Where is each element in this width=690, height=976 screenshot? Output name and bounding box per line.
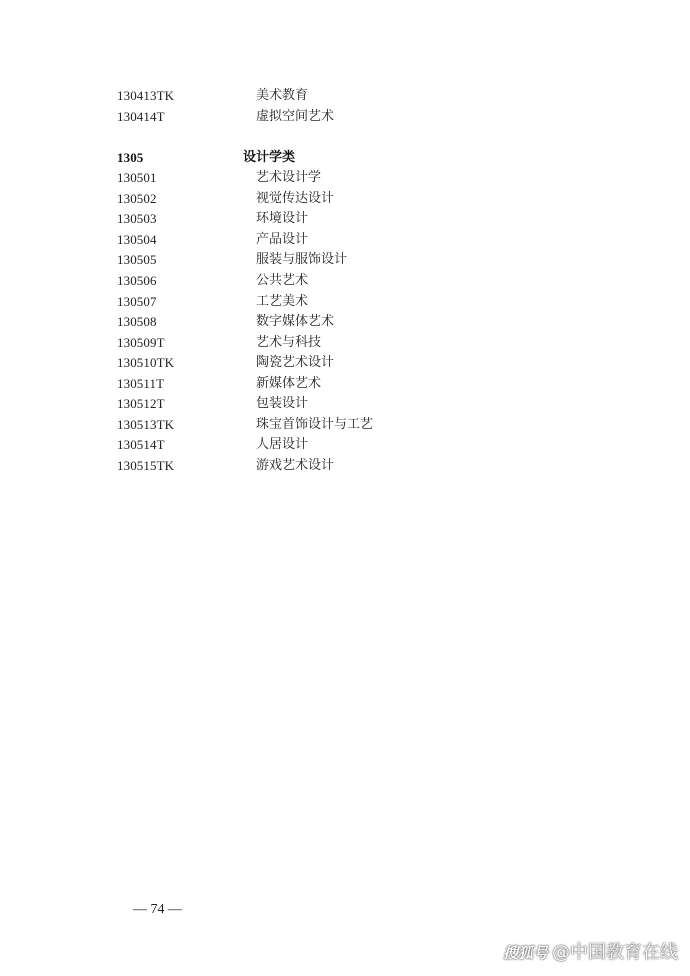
major-code: 130502 xyxy=(117,191,157,206)
table-row xyxy=(0,229,690,250)
major-code: 130413TK xyxy=(117,88,175,103)
major-name: 艺术与科技 xyxy=(256,335,322,350)
major-name: 视觉传达设计 xyxy=(256,191,335,206)
table-row xyxy=(0,188,690,209)
major-name: 环境设计 xyxy=(256,211,309,226)
major-code: 130508 xyxy=(117,314,157,329)
table-row xyxy=(0,291,690,312)
table-row xyxy=(0,249,690,270)
table-row xyxy=(0,85,690,106)
major-name: 数字媒体艺术 xyxy=(256,314,335,329)
major-code: 130512T xyxy=(117,396,165,411)
table-row xyxy=(0,455,690,476)
table-row xyxy=(0,167,690,188)
major-code: 130515TK xyxy=(117,458,175,473)
major-code: 130511T xyxy=(117,376,165,391)
table-row xyxy=(0,414,690,435)
major-name: 包装设计 xyxy=(256,396,309,411)
major-name: 工艺美术 xyxy=(256,294,309,309)
major-name: 虚拟空间艺术 xyxy=(256,109,335,124)
major-name: 产品设计 xyxy=(256,232,309,247)
table-row xyxy=(0,434,690,455)
major-name: 陶瓷艺术设计 xyxy=(256,355,335,370)
major-code: 130513TK xyxy=(117,417,175,432)
watermark-text: @中国教育在线 xyxy=(552,942,678,963)
major-code: 130505 xyxy=(117,252,157,267)
major-code: 130504 xyxy=(117,232,157,247)
major-code: 130506 xyxy=(117,273,157,288)
table-row xyxy=(0,311,690,332)
major-name: 人居设计 xyxy=(256,437,309,452)
page-number: — 74 — xyxy=(133,902,182,917)
table-row xyxy=(0,106,690,127)
major-code: 130507 xyxy=(117,294,157,309)
major-code: 130414T xyxy=(117,109,165,124)
table-row xyxy=(0,373,690,394)
watermark-logo: 搜狐号 xyxy=(502,944,548,962)
major-code: 130503 xyxy=(117,211,157,226)
table-row xyxy=(0,270,690,291)
table-row xyxy=(0,208,690,229)
table-row xyxy=(0,332,690,353)
watermark xyxy=(503,941,678,965)
major-name: 公共艺术 xyxy=(256,273,309,288)
major-name: 美术教育 xyxy=(256,88,309,103)
major-name: 新媒体艺术 xyxy=(256,376,322,391)
category-name: 设计学类 xyxy=(243,150,296,165)
major-code: 130509T xyxy=(117,335,165,350)
category-heading xyxy=(0,147,690,168)
category-code: 1305 xyxy=(117,150,144,165)
table-row xyxy=(0,393,690,414)
major-code: 130514T xyxy=(117,437,165,452)
major-name: 珠宝首饰设计与工艺 xyxy=(256,417,374,432)
major-code: 130501 xyxy=(117,170,157,185)
major-name: 游戏艺术设计 xyxy=(256,458,335,473)
major-name: 艺术设计学 xyxy=(256,170,322,185)
major-code: 130510TK xyxy=(117,355,175,370)
major-name: 服装与服饰设计 xyxy=(256,252,348,267)
table-row xyxy=(0,352,690,373)
